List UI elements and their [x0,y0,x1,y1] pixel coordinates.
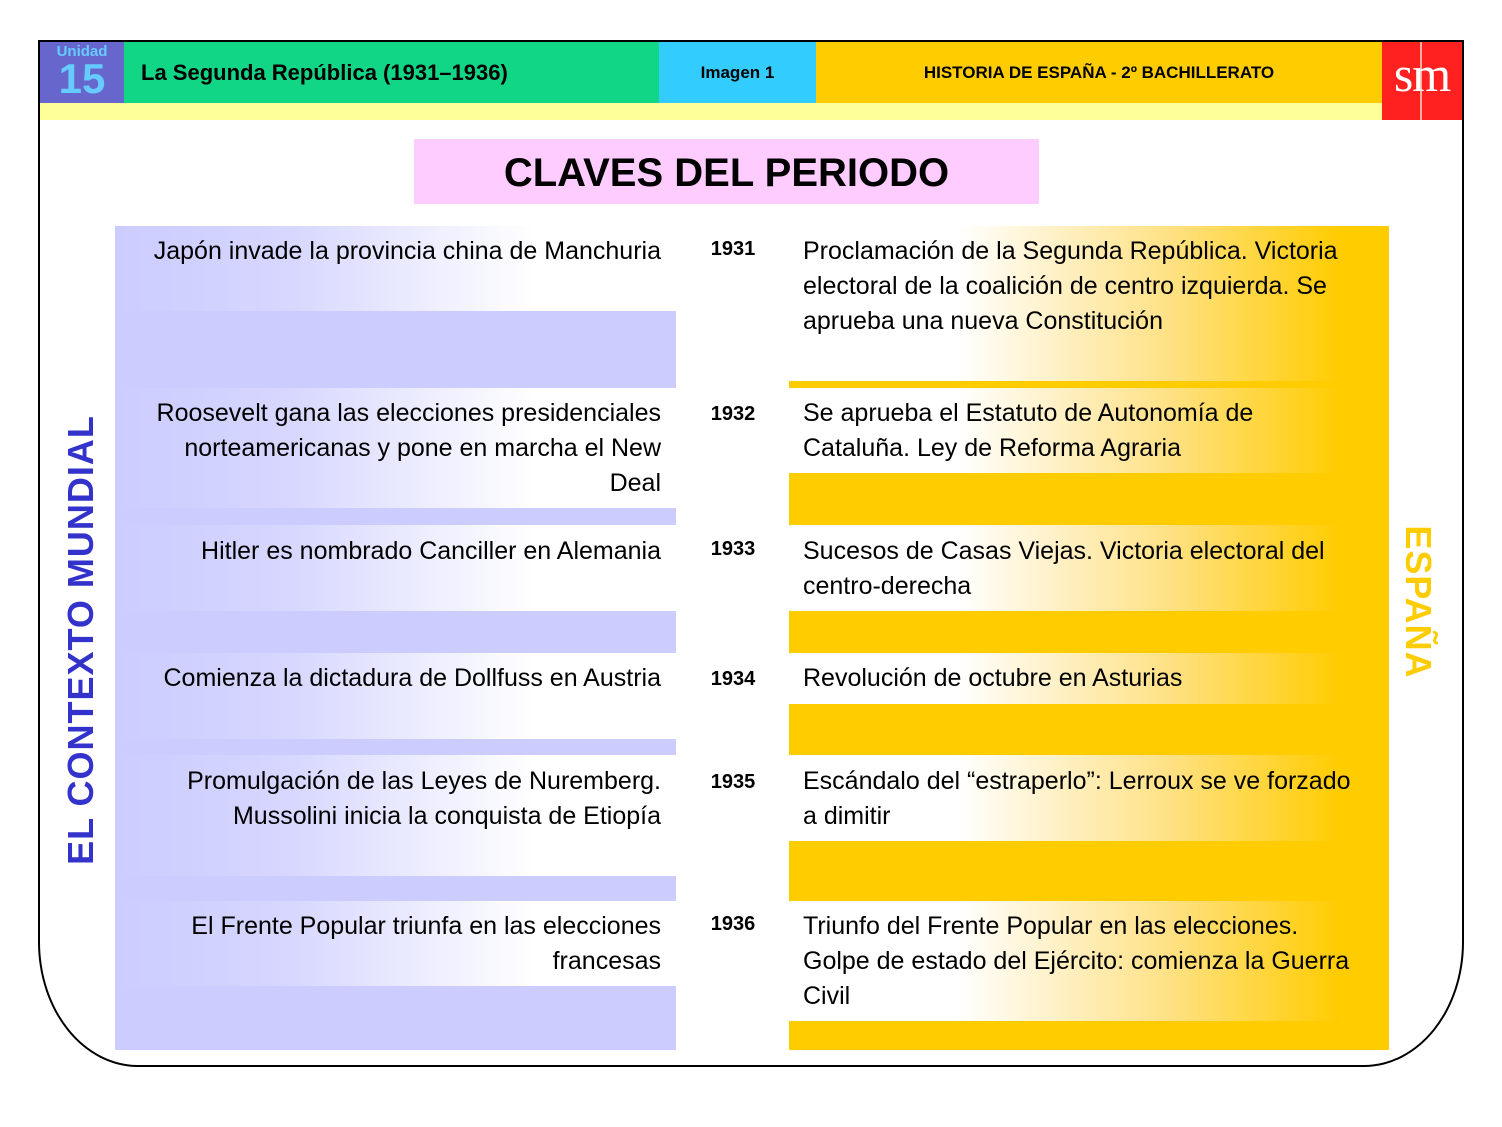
world-event-1935: Promulgación de las Leyes de Nuremberg. Mussolini inicia la conquista de Etiopía [187,767,661,830]
course-title: HISTORIA DE ESPAÑA - 2º BACHILLERATO [923,63,1275,82]
image-label-box [659,42,816,103]
sm-logo [1382,42,1462,120]
course-box [816,42,1382,103]
spain-event-1933: Sucesos de Casas Viejas. Victoria electoral del centro-derecha [803,537,1325,600]
world-context-text: EL CONTEXTO MUNDIAL [60,415,101,865]
world-event-1936: El Frente Popular triunfa en las elecciones francesas [191,912,661,975]
banner-title: CLAVES DEL PERIODO [503,151,950,195]
spain-event-1936: Triunfo del Frente Popular en las elecciones. Golpe de estado del Ejército: comienza la Guerra Civil [803,912,1350,1010]
world-event-row [115,755,676,876]
world-event-row [115,653,676,739]
spain-panel [789,226,1389,1050]
year-1935: 1935 [710,771,756,793]
spain-event-1935: Escándalo del “estraperlo”: Lerroux se ve forzado a dimitir [803,767,1351,830]
unit-title: La Segunda República (1931–1936) [141,60,508,85]
year-1933: 1933 [710,538,756,560]
spain-event-1932: Se aprueba el Estatuto de Autonomía de Cataluña. Ley de Reforma Agraria [803,399,1254,462]
header-band [40,103,1382,120]
unit-label: Unidad [56,43,108,60]
spain-event-row [789,226,1389,381]
spain-label-text: ESPAÑA [1398,525,1439,679]
spain-event-row [789,653,1389,704]
world-event-1931: Japón invade la provincia china de Manchuria [153,237,661,265]
year-1931: 1931 [710,238,756,260]
spain-event-1934: Revolución de octubre en Asturias [803,664,1183,692]
spain-event-row [789,901,1389,1021]
world-event-1932: Roosevelt gana las elecciones presidenciales norteamericanas y pone en marcha el New Deal [156,399,661,497]
world-event-row [115,525,676,611]
world-event-1933: Hitler es nombrado Canciller en Alemania [201,537,661,565]
world-event-row [115,226,676,311]
logo-text: sm [1393,46,1451,102]
year-1932: 1932 [710,403,756,425]
section-banner [414,139,1039,204]
unit-badge [40,42,124,103]
year-1934: 1934 [710,668,756,690]
world-event-row [115,388,676,508]
spain-event-1931: Proclamación de la Segunda República. Victoria electoral de la coalición de centro izquierda. Se aprueba una nueva Constitución [803,237,1338,335]
world-event-1934: Comienza la dictadura de Dollfuss en Austria [163,664,661,692]
spain-event-row [789,755,1389,841]
unit-number: 15 [58,55,106,102]
year-1936: 1936 [710,913,756,935]
spain-event-row [789,388,1389,473]
unit-title-box [124,42,659,103]
world-context-panel [115,226,676,1050]
image-label: Imagen 1 [700,63,775,82]
world-event-row [115,901,676,986]
spain-event-row [789,525,1389,611]
